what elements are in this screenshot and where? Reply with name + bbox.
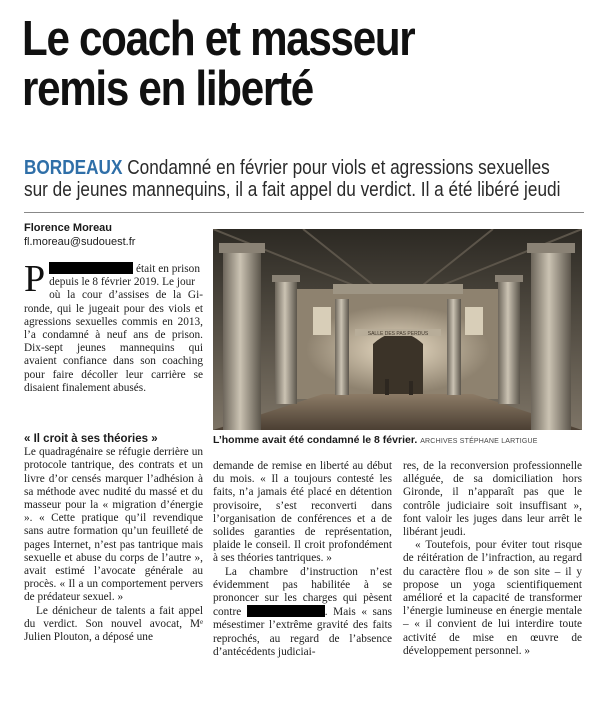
column-2-paragraph-2-end: . Mais « sans mésestimer l’extrême gravité des faits reprochés, au regard de l’absence d’antécédents judiciai-: [213, 606, 392, 658]
headline: [22, 14, 504, 114]
redaction-bar: [247, 605, 325, 617]
column-2-paragraph-1: demande de remise en liberté au début du mois. « Il a toujours contesté les faits, n’a jamais été placé en détention provisoire, s’est reconverti dans l’organisation de conférences et a de solides garanties de représentation, plaide le conseil. Il croit profondément à ses théories tantriques. »: [213, 460, 392, 565]
deck-line-1: Condamné en février pour viols et agressions sexuelles: [122, 157, 550, 179]
courthouse-hall-illustration: [213, 229, 582, 430]
intro-line-2: depuis le 8 février 2019. Le jour: [49, 276, 196, 289]
deck-line-2: sur de jeunes mannequins, il a fait appel du verdict. Il a été libéré jeudi: [24, 179, 561, 201]
intro-line-3: où la cour d’assises de la Gi-: [49, 289, 203, 302]
intro-rest: ronde, qui le jugeait pour des viols et agressions sexuelles commis en 2013, l’a condamné à neuf ans de prison. Dix-sept jeunes mannequins qui avaient confiance dans son coaching pour faire décoller leur carrière se disaient finalement abusés.: [24, 302, 203, 394]
subhead: « Il croit à ses théories »: [24, 433, 158, 445]
column-2-paragraph-2-start: La chambre d’instruction n’est évidemment pas habilitée à se prononcer sur les charges qui pèsent contre: [213, 565, 392, 619]
column-3-paragraph-2: « Toutefois, pour éviter tout risque de réitération de l’infraction, au regard du caractère flou » de son site – il y propose un yoga scientifiquement amélioré et la capacité de transformer l’énergie lumineuse en énergie mentale – « il convient de lui interdire toute activité de mise en œuvre de développement personnel. »: [403, 539, 582, 657]
column-3: [403, 460, 582, 658]
headline-line-2: remis en liberté: [22, 62, 313, 116]
photo-courthouse-hall: [213, 229, 582, 430]
photo-credit: ARCHIVES STÉPHANE LARTIGUE: [420, 438, 538, 445]
hall-sign: SALLE DES PAS PERDUS: [367, 331, 429, 337]
author-email: fl.moreau@sudouest.fr: [24, 236, 136, 248]
column-3-paragraph-1: res, de la reconversion professionnelle alléguée, de sa domiciliation hors Gironde, il n’apparaît pas que le contrôle judiciaire soit insuffisant », font valoir les juges dans leur arrêt le libérant jeudi.: [403, 460, 582, 539]
column-1: [24, 433, 203, 644]
divider: [24, 212, 584, 213]
redaction-bar: [49, 262, 133, 274]
deck-kicker: BORDEAUX: [24, 157, 123, 179]
column-1-paragraph-2: Le dénicheur de talents a fait appel du verdict. Son nouvel avocat, Mᵉ Julien Plouton, a déposé une: [24, 604, 203, 644]
headline-line-1: Le coach et masseur: [22, 12, 415, 66]
intro-paragraph: [24, 258, 203, 395]
caption-text: L’homme avait été condamné le 8 février.: [213, 434, 418, 446]
photo-caption: [213, 434, 582, 446]
author-name: Florence Moreau: [24, 222, 113, 234]
deck: [24, 157, 574, 201]
intro-line-1: était en prison: [135, 263, 200, 275]
column-2-paragraph-2: [213, 566, 392, 659]
column-2: [213, 460, 392, 659]
dropcap: P: [24, 258, 46, 300]
column-1-paragraph-1: Le quadragénaire se réfugie derrière un protocole tantrique, des contrats et un livre d’or censés marquer l’adhésion à sa méthode avec nudité du massé et du masseur pour la « migration d’énergie ». « Cette pratique qu’il revendique sans autre formation qu’un feuilleté de pages Internet, n’est pas tantrique mais sexuelle et abuse du corps de l’autre », avait estimé l’avocate générale au procès. « Il a un comportement pervers de prédateur sexuel. »: [24, 446, 203, 604]
byline: [24, 221, 135, 249]
